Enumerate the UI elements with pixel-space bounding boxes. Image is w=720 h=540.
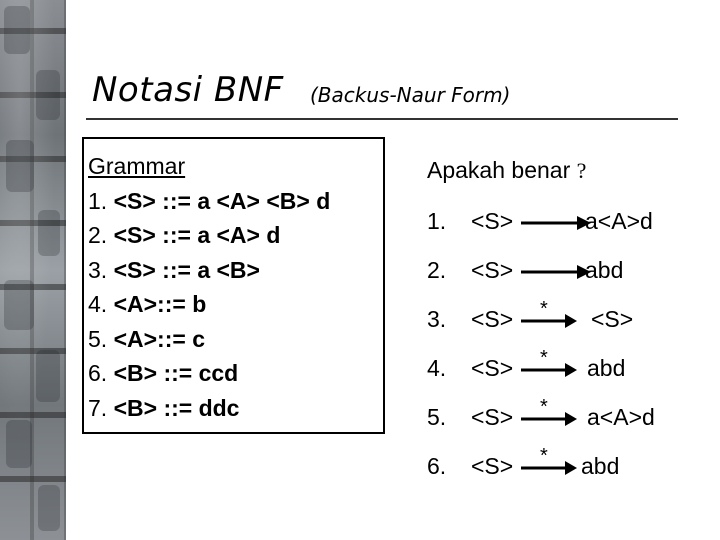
rule-number: 7. bbox=[88, 394, 108, 421]
closure-star: * bbox=[540, 445, 548, 467]
stone-block bbox=[4, 6, 30, 54]
grammar-rule bbox=[88, 253, 383, 288]
rule-number: 3. bbox=[88, 256, 108, 283]
question-mark: ? bbox=[576, 158, 587, 183]
derivation-number: 2. bbox=[427, 257, 447, 283]
derivation-number: 4. bbox=[427, 355, 447, 381]
grammar-rule bbox=[88, 184, 383, 219]
rule-text: <B> ::= ccd bbox=[113, 360, 239, 386]
derivation-rhs: a<A>d bbox=[585, 208, 653, 234]
rule-text: <S> ::= a <A> <B> d bbox=[113, 187, 331, 214]
stone-block bbox=[38, 210, 60, 256]
derivation-rhs: <S> bbox=[591, 306, 634, 332]
title-underline bbox=[86, 118, 678, 120]
derives-star-arrow-icon bbox=[521, 361, 577, 379]
grammar-heading: Grammar bbox=[88, 153, 186, 179]
rule-number: 2. bbox=[88, 222, 108, 248]
derivation-number: 5. bbox=[427, 404, 447, 430]
stone-block bbox=[4, 280, 34, 330]
slide-title: Notasi BNF bbox=[92, 70, 284, 110]
derivation-rhs: abd bbox=[585, 257, 624, 283]
derivation-rhs: a<A>d bbox=[587, 404, 655, 430]
grammar-rule bbox=[88, 218, 383, 253]
derivation-rhs: abd bbox=[587, 355, 626, 381]
derivation-lhs: <S> bbox=[471, 404, 514, 430]
stone-block bbox=[38, 485, 60, 531]
stone-block bbox=[36, 70, 60, 120]
derivation-lhs: <S> bbox=[471, 453, 514, 479]
rule-text: <A>::= b bbox=[113, 291, 207, 317]
derivation-number: 1. bbox=[427, 208, 447, 234]
grammar-rule bbox=[88, 322, 383, 357]
derivation-lhs: <S> bbox=[471, 355, 514, 381]
derivation-lhs: <S> bbox=[471, 257, 514, 283]
derivation-rhs: abd bbox=[581, 453, 620, 479]
rule-text: <A>::= c bbox=[113, 325, 205, 352]
derivation-lhs: <S> bbox=[471, 306, 514, 332]
grammar-rule bbox=[88, 356, 383, 391]
derivation-number: 3. bbox=[427, 306, 447, 332]
derives-arrow-icon bbox=[521, 214, 591, 232]
rule-text: <S> ::= a <B> bbox=[113, 256, 260, 283]
derivation-number: 6. bbox=[427, 453, 447, 479]
derives-star-arrow-icon bbox=[521, 312, 577, 330]
closure-star: * bbox=[540, 347, 548, 369]
derives-arrow-icon bbox=[521, 263, 591, 281]
stone-wall-decoration bbox=[0, 0, 66, 540]
rule-number: 1. bbox=[88, 187, 108, 214]
rule-number: 4. bbox=[88, 291, 108, 317]
question-label: Apakah benar bbox=[427, 157, 571, 183]
closure-star: * bbox=[540, 396, 548, 418]
derives-star-arrow-icon bbox=[521, 410, 577, 428]
grammar-box bbox=[82, 137, 385, 434]
stone-block bbox=[36, 350, 60, 402]
question-text bbox=[427, 157, 586, 184]
stone-block bbox=[6, 420, 32, 468]
derivation-lhs: <S> bbox=[471, 208, 514, 234]
stone-block bbox=[6, 140, 34, 192]
grammar-rule bbox=[88, 287, 383, 322]
grammar-rule bbox=[88, 391, 383, 426]
rule-text: <B> ::= ddc bbox=[113, 394, 240, 421]
rule-number: 5. bbox=[88, 325, 108, 352]
rule-number: 6. bbox=[88, 360, 108, 386]
derives-star-arrow-icon bbox=[521, 459, 577, 477]
rule-text: <S> ::= a <A> d bbox=[113, 222, 281, 248]
slide-subtitle: (Backus-Naur Form) bbox=[310, 83, 511, 107]
closure-star: * bbox=[540, 298, 548, 320]
